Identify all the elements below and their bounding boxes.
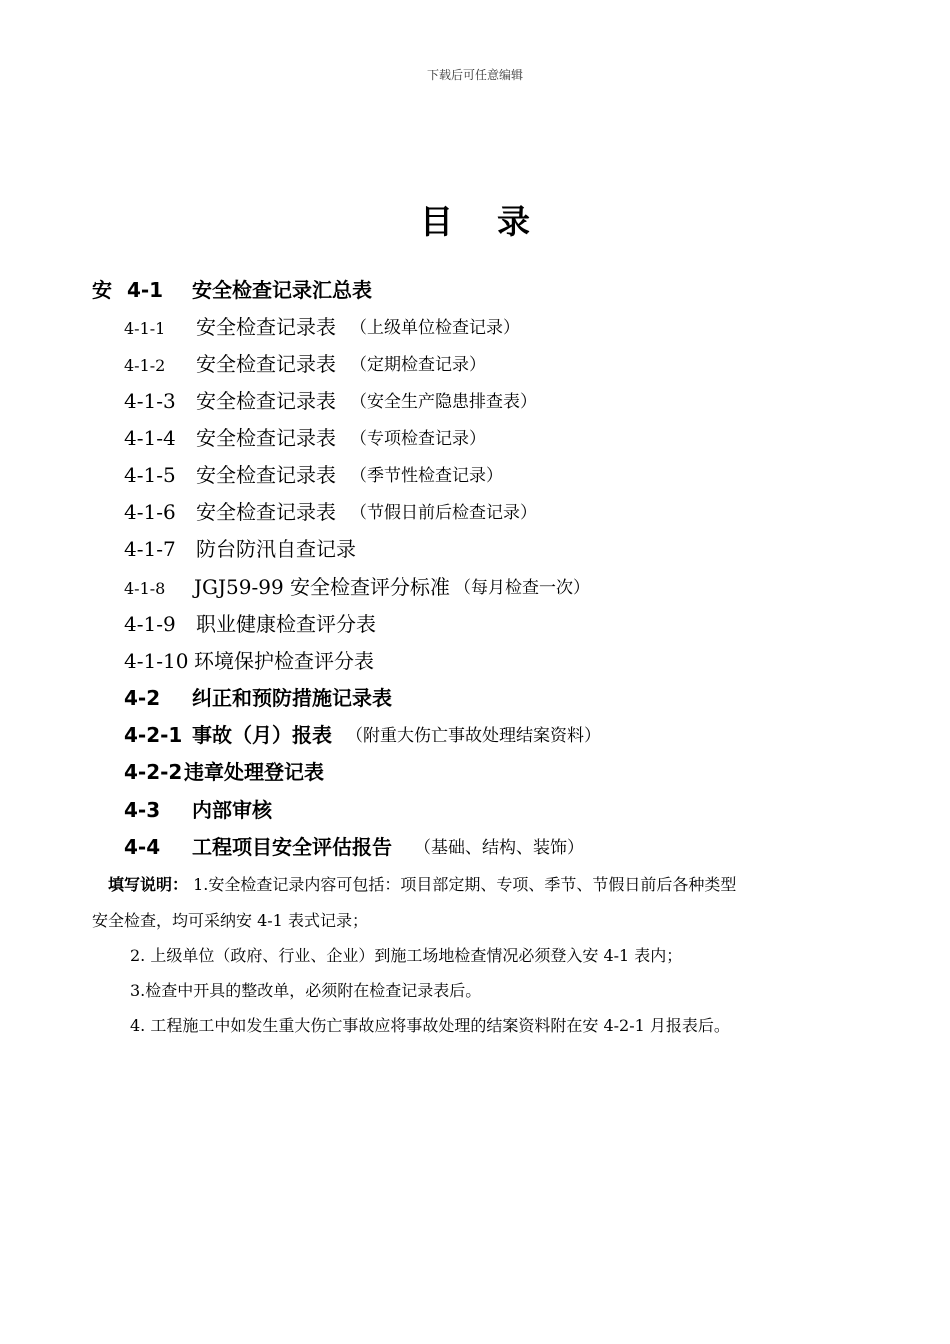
toc-section-label: 纠正和预防措施记录表 [192, 686, 392, 710]
toc-item-label: 安全检查记录表 [196, 426, 336, 450]
toc-item-code: 4-1-8 [124, 579, 166, 598]
toc-section-label: 内部审核 [192, 798, 272, 822]
instructions-line-1b: 安全检查，均可采纳安 4-1 表式记录； [92, 911, 368, 930]
toc-item-note: （专项检查记录） [350, 429, 486, 449]
toc-item-label: 安全检查记录表 [196, 389, 336, 413]
toc-item-code: 4-1-7 [124, 537, 176, 561]
toc-section-label: 违章处理登记表 [184, 760, 324, 784]
toc-section-code: 4-2-2 [124, 760, 183, 784]
toc-item-label: 防台防汛自查记录 [196, 537, 356, 561]
toc-item [124, 387, 537, 415]
toc-item [124, 610, 376, 638]
toc-item [124, 647, 374, 675]
toc-item-code: 4-1-9 [124, 612, 176, 636]
toc-section [124, 758, 324, 786]
toc-item-note: （定期检查记录） [350, 355, 486, 375]
toc-item-label: 安全检查记录表 [196, 352, 336, 376]
toc-item-code: 4-1-10 [124, 649, 189, 673]
toc-item [124, 424, 486, 452]
toc-item [124, 535, 356, 563]
instructions-heading: 填写说明： [108, 875, 189, 894]
toc-section-code: 4-4 [124, 835, 161, 859]
toc-item-note: （每月检查一次） [454, 578, 590, 598]
toc-section-note: （附重大伤亡事故处理结案资料） [346, 726, 601, 746]
toc-section-label: 事故（月）报表 [192, 723, 332, 747]
toc-section [124, 684, 392, 712]
toc-item-code: 4-1-2 [124, 356, 166, 375]
toc-section-note: （基础、结构、装饰） [414, 838, 584, 858]
toc-main-prefix: 安 [92, 278, 112, 302]
toc-item-note: （安全生产隐患排查表） [350, 392, 537, 412]
toc-item-label: 环境保护检查评分表 [194, 649, 374, 673]
toc-main-label: 安全检查记录汇总表 [192, 278, 372, 302]
toc-item [124, 498, 537, 526]
toc-item-label: JGJ59-99 安全检查评分标准 [194, 575, 451, 599]
toc-item-code: 4-1-1 [124, 319, 166, 338]
toc-item-label: 安全检查记录表 [196, 500, 336, 524]
toc-item [124, 313, 520, 343]
header-note: 下载后可任意编辑 [426, 68, 523, 82]
toc-main-code: 4-1 [126, 278, 164, 302]
instructions-line-2: 2. 上级单位（政府、行业、企业）到施工场地检查情况必须登入安 4-1 表内； [130, 946, 683, 965]
toc-item [124, 461, 503, 489]
toc-item [124, 573, 590, 603]
page-title: 目录 [420, 202, 574, 241]
toc-item-label: 安全检查记录表 [196, 463, 336, 487]
toc-section-code: 4-2 [124, 686, 161, 710]
toc-item-code: 4-1-5 [124, 463, 176, 487]
toc-item-code: 4-1-3 [124, 389, 176, 413]
toc-section-label: 工程项目安全评估报告 [192, 835, 392, 859]
toc-section-code: 4-3 [124, 798, 161, 822]
instructions-line-3: 3.检查中开具的整改单，必须附在检查记录表后。 [130, 981, 482, 1000]
toc-section [124, 796, 272, 824]
toc-section [124, 833, 584, 861]
toc-item-label: 安全检查记录表 [196, 315, 336, 339]
toc-item-label: 职业健康检查评分表 [196, 612, 376, 636]
toc-item-note: （节假日前后检查记录） [350, 503, 537, 523]
toc-item-note: （上级单位检查记录） [350, 318, 520, 338]
toc-item-code: 4-1-4 [124, 426, 176, 450]
toc-section-code: 4-2-1 [124, 723, 183, 747]
toc-item [124, 350, 486, 380]
toc-item-code: 4-1-6 [124, 500, 176, 524]
toc-section [124, 721, 601, 749]
instructions-line-4: 4. 工程施工中如发生重大伤亡事故应将事故处理的结案资料附在安 4-2-1 月报表后。 [130, 1016, 730, 1035]
instructions-text: 1.安全检查记录内容可包括：项目部定期、专项、季节、节假日前后各种类型 [193, 875, 737, 894]
instructions-line-1 [108, 873, 736, 897]
toc-main-entry [92, 276, 372, 304]
toc-item-note: （季节性检查记录） [350, 466, 503, 486]
